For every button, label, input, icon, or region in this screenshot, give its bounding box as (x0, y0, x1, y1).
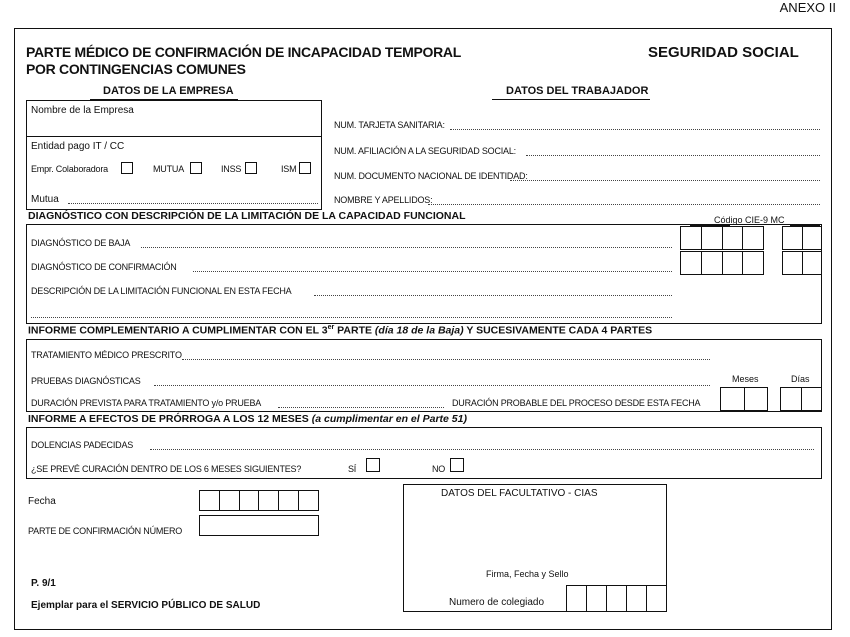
afiliacion-field[interactable] (526, 155, 820, 156)
diagnostico-confirmacion-field[interactable] (193, 271, 672, 272)
dni-field[interactable] (510, 180, 820, 181)
meses-label: Meses (732, 374, 759, 384)
trabajador-heading: DATOS DEL TRABAJADOR (506, 85, 649, 97)
diagnostico-heading: DIAGNÓSTICO CON DESCRIPCIÓN DE LA LIMITACIÓN DE LA CAPACIDAD FUNCIONAL (28, 210, 466, 222)
afiliacion-label: NUM. AFILIACIÓN A LA SEGURIDAD SOCIAL: (334, 146, 516, 156)
codigo-baja-cells[interactable] (680, 226, 764, 250)
diagnostico-baja-field[interactable] (141, 247, 672, 248)
inss-option-label: INSS (221, 164, 242, 174)
si-label: SÍ (348, 464, 357, 474)
tratamiento-label: TRATAMIENTO MÉDICO PRESCRITO (31, 350, 182, 360)
dias-cells[interactable] (780, 387, 822, 411)
diagnostico-confirmacion-label: DIAGNÓSTICO DE CONFIRMACIÓN (31, 262, 177, 272)
firma-label: Firma, Fecha y Sello (486, 569, 569, 579)
diagnostico-baja-label: DIAGNÓSTICO DE BAJA (31, 238, 131, 248)
pruebas-label: PRUEBAS DIAGNÓSTICAS (31, 376, 141, 386)
empresa-nombre-label: Nombre de la Empresa (31, 105, 134, 116)
duracion-prevista-label: DURACIÓN PREVISTA PARA TRATAMIENTO y/o PRUEBA (31, 398, 262, 408)
annex-label: ANEXO II (779, 0, 836, 15)
tratamiento-field[interactable] (182, 359, 710, 360)
codigo-confirmacion-cells[interactable] (680, 251, 764, 275)
pruebas-field[interactable] (154, 385, 710, 386)
form-title-line2: POR CONTINGENCIAS COMUNES (26, 61, 246, 77)
dolencias-field[interactable] (150, 449, 814, 450)
mutua-option-label: MUTUA (153, 164, 184, 174)
empr-colaboradora-label: Empr. Colaboradora (31, 164, 108, 174)
colegiado-cells[interactable] (566, 585, 667, 612)
inss-checkbox[interactable] (245, 162, 257, 174)
tarjeta-field[interactable] (450, 129, 820, 130)
parte-numero-field[interactable] (199, 515, 319, 536)
brand-label: SEGURIDAD SOCIAL (648, 44, 799, 61)
codigo-confirmacion-suffix-cells[interactable] (782, 251, 822, 275)
limitacion-label: DESCRIPCIÓN DE LA LIMITACIÓN FUNCIONAL EN ESTA FECHA (31, 286, 292, 296)
fecha-label: Fecha (28, 496, 56, 507)
entidad-pago-label: Entidad pago IT / CC (31, 141, 125, 152)
mutua-checkbox[interactable] (190, 162, 202, 174)
empresa-heading: DATOS DE LA EMPRESA (103, 85, 234, 97)
dias-label: Días (791, 374, 810, 384)
ism-checkbox[interactable] (299, 162, 311, 174)
curacion-question: ¿SE PREVÉ CURACIÓN DENTRO DE LOS 6 MESES SIGUIENTES? (31, 464, 302, 474)
duracion-prevista-field[interactable] (278, 407, 444, 408)
form-title-line1: PARTE MÉDICO DE CONFIRMACIÓN DE INCAPACIDAD TEMPORAL (26, 44, 461, 60)
dolencias-label: DOLENCIAS PADECIDAS (31, 440, 134, 450)
colegiado-label: Numero de colegiado (449, 597, 545, 608)
codigo-cie-label: Código CIE-9 MC (714, 215, 785, 225)
facultativo-heading: DATOS DEL FACULTATIVO - CIAS (441, 488, 598, 499)
limitacion-field[interactable] (314, 295, 672, 296)
mutua-field-label: Mutua (31, 194, 59, 205)
si-checkbox[interactable] (366, 458, 380, 472)
tarjeta-label: NUM. TARJETA SANITARIA: (334, 120, 445, 130)
informe-heading: INFORME COMPLEMENTARIO A CUMPLIMENTAR CON EL 3er PARTE (día 18 de la Baja) Y SUCESIVAMENTE CADA 4 PARTES (28, 324, 653, 337)
duracion-probable-label: DURACIÓN PROBABLE DEL PROCESO DESDE ESTA FECHA (452, 398, 701, 408)
dni-label: NUM. DOCUMENTO NACIONAL DE IDENTIDAD: (334, 171, 528, 181)
nombre-apellidos-field[interactable] (428, 204, 820, 205)
parte-numero-label: PARTE DE CONFIRMACIÓN NÚMERO (28, 526, 183, 536)
prorroga-heading: INFORME A EFECTOS DE PRÓRROGA A LOS 12 MESES (a cumplimentar en el Parte 51) (28, 413, 467, 425)
fecha-cells[interactable] (199, 490, 319, 511)
limitacion-field-2[interactable] (31, 317, 672, 318)
ism-option-label: ISM (281, 164, 297, 174)
form-code: P. 9/1 (31, 578, 56, 589)
no-label: NO (432, 464, 446, 474)
no-checkbox[interactable] (450, 458, 464, 472)
meses-cells[interactable] (720, 387, 768, 411)
nombre-apellidos-label: NOMBRE Y APELLIDOS: (334, 195, 433, 205)
ejemplar-label: Ejemplar para el SERVICIO PÚBLICO DE SALUD (31, 600, 261, 611)
mutua-field[interactable] (68, 203, 318, 204)
empr-colaboradora-checkbox[interactable] (121, 162, 133, 174)
codigo-baja-suffix-cells[interactable] (782, 226, 822, 250)
empresa-box (26, 100, 322, 210)
